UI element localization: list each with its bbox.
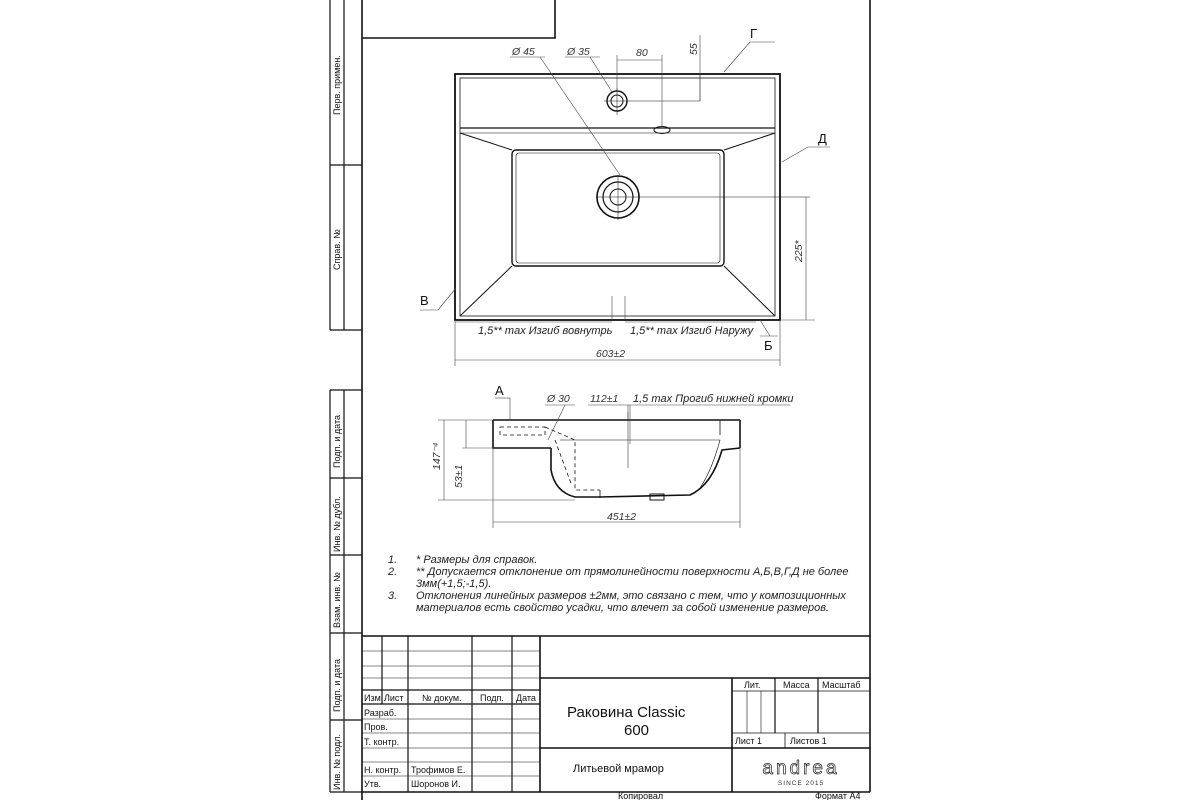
sheet-number: Лист 1 [735, 736, 763, 746]
strip-label-podp1: Подп. и дата [332, 414, 342, 468]
hdr-podp: Подп. [480, 693, 504, 703]
dim-55: 55 [688, 43, 700, 55]
technical-notes [387, 554, 848, 614]
row-utv: Утв. [364, 779, 382, 789]
side-view-drawing [493, 412, 740, 500]
side-view-labels [431, 383, 794, 523]
company-logo: andrea [762, 758, 840, 779]
note-bend-out: 1,5** max Изгиб Наружу [630, 325, 754, 337]
company-logo-sub: SINCE 2015 [777, 780, 825, 787]
top-view-drawing [455, 74, 810, 320]
sheet-count: Листов 1 [790, 736, 827, 746]
dim-width: 603±2 [596, 348, 626, 360]
note-text-1: * Размеры для справок. [416, 554, 538, 566]
strip-label-inv-dubl: Инв. № дубл. [332, 496, 342, 552]
side-view-dimensions [438, 398, 790, 528]
hdr-dokum: № докум. [422, 693, 462, 703]
strip-label-vzam: Взам. инв. № [332, 572, 342, 628]
hdr-izm: Изм. [364, 693, 384, 703]
dim-53: 53±1 [453, 464, 465, 488]
row-razrab: Разраб. [364, 708, 397, 718]
surface-letter-b: Б [764, 338, 773, 353]
note-num-1: 1. [388, 554, 398, 566]
dim-d35: Ø 35 [567, 46, 590, 58]
dim-d45: Ø 45 [512, 46, 535, 58]
strip-label-sprav: Справ. № [332, 229, 342, 270]
surface-letter-a: А [495, 383, 504, 398]
title-block-text [364, 680, 861, 800]
note-text-3b: материалов есть свойство усадки, что влечет за собой изменение размеров. [416, 602, 830, 614]
dim-depth: 451±2 [607, 511, 637, 523]
dim-112: 112±1 [590, 393, 619, 405]
drawing-title-size: 600 [624, 722, 650, 739]
row-t-kontr: Т. контр. [364, 737, 400, 747]
name-n-kontr: Трофимов Е. [411, 765, 466, 775]
surface-letter-g: Г [750, 26, 758, 41]
top-view-labels [420, 26, 827, 360]
row-prov: Пров. [364, 722, 388, 732]
dim-147: 147⁻⁴ [431, 442, 443, 470]
hdr-masshtab: Масштаб [822, 680, 861, 690]
drawing-title: Раковина Classic [567, 704, 686, 721]
strip-label-podp2: Подп. и дата [332, 658, 342, 712]
hdr-list: Лист [384, 693, 404, 703]
surface-letter-v: В [420, 293, 429, 308]
dim-80: 80 [636, 47, 648, 59]
surface-letter-d: Д [818, 131, 827, 146]
footer-format: Формат А4 [815, 791, 861, 800]
strip-label-perv: Перв. примен. [332, 55, 342, 115]
note-bend-in: 1,5** max Изгиб вовнутрь [478, 325, 613, 337]
strip-label-inv-podl: Инв. № подл. [332, 733, 342, 790]
row-n-kontr: Н. контр. [364, 765, 402, 775]
note-text-3: Отклонения линейных размеров ±2мм, это связано с тем, что у композиционных [416, 590, 846, 602]
note-text-2b: 3мм(+1,5;-1,5). [416, 578, 492, 590]
hdr-data: Дата [516, 693, 536, 703]
note-sag: 1,5 max Прогиб нижней кромки [633, 393, 794, 405]
hdr-lit: Лит. [744, 680, 761, 690]
dim-d30: Ø 30 [547, 393, 570, 405]
note-num-3: 3. [388, 590, 398, 602]
material: Литьевой мрамор [573, 763, 664, 775]
name-utv: Шоронов И. [411, 779, 461, 789]
dim-225: 225* [793, 240, 805, 262]
hdr-massa: Масса [783, 680, 810, 690]
note-num-2: 2. [388, 566, 398, 578]
note-text-2: ** Допускается отклонение от прямолинейности поверхности А,Б,В,Г,Д не более [416, 566, 849, 578]
footer-kopiroval: Копировал [618, 791, 664, 800]
